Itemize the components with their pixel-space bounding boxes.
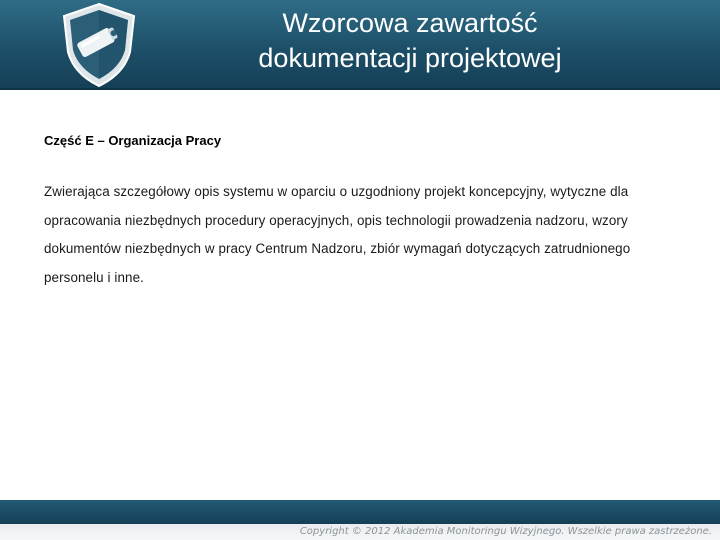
- footer: [0, 500, 720, 540]
- header-divider: [0, 88, 720, 90]
- header-bar: [0, 0, 720, 90]
- shield-camera-icon: [60, 2, 138, 88]
- page-title: [170, 6, 650, 76]
- section-paragraph: Zwierająca szczegółowy opis systemu w oparciu o uzgodniony projekt koncepcyjny, wytyczne dla opracowania niezbędnych procedury operacyjnych, opis technologii prowadzenia nadzoru, wzory dokumentów niezbędnych w pracy Centrum Nadzoru, zbiór wymagań dotyczących zatrudnionego personelu i inne.: [44, 184, 631, 285]
- copyright-text: Copyright © 2012 Akademia Monitoringu Wizyjnego. Wszelkie prawa zastrzeżone.: [299, 526, 712, 537]
- title-line-1: Wzorcowa zawartość: [282, 8, 538, 38]
- title-line-2: dokumentacji projektowej: [258, 43, 562, 73]
- footer-band: [0, 500, 720, 524]
- section-heading: Część E – Organizacja Pracy: [44, 133, 222, 148]
